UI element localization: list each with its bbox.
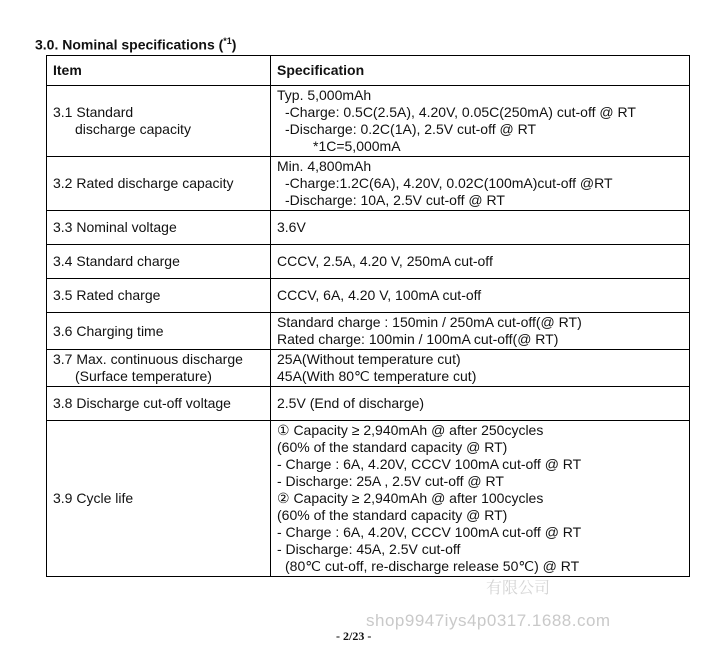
item-line: (Surface temperature) (75, 368, 212, 384)
table-header-row (47, 56, 690, 86)
item-line: discharge capacity (75, 121, 191, 137)
item-cell (47, 157, 271, 211)
section-heading-text: 3.0. Nominal specifications ( (35, 36, 224, 53)
table-row (47, 421, 690, 577)
item-cell: 3.4 Standard charge (47, 245, 271, 279)
spec-line: (80℃ cut-off, re-discharge release 50℃) @ RT (285, 558, 580, 574)
table-row (47, 211, 690, 245)
table-row (47, 313, 690, 350)
spec-line: 45A(With 80℃ temperature cut) (277, 368, 477, 384)
spec-cell (271, 421, 690, 577)
header-specification: Specification (271, 56, 690, 86)
table-row (47, 157, 690, 211)
spec-line: - Discharge: 25A , 2.5V cut-off @ RT (277, 473, 504, 489)
spec-line: Typ. 5,000mAh (277, 87, 372, 103)
spec-line: 25A(Without temperature cut) (277, 351, 461, 367)
item-cell (47, 86, 271, 157)
section-heading (35, 36, 236, 53)
spec-cell (271, 157, 690, 211)
item-cell: 3.5 Rated charge (47, 279, 271, 313)
item-line: 3.7 Max. continuous discharge (53, 351, 243, 367)
spec-line: Min. 4,800mAh (277, 158, 372, 174)
item-cell: 3.3 Nominal voltage (47, 211, 271, 245)
spec-line: -Discharge: 10A, 2.5V cut-off @ RT (285, 192, 505, 208)
spec-line: ① Capacity ≥ 2,940mAh @ after 250cycles (277, 422, 544, 438)
spec-cell: CCCV, 2.5A, 4.20 V, 250mA cut-off (271, 245, 690, 279)
spec-line: *1C=5,000mA (313, 138, 401, 154)
page-number: - 2/23 - (336, 629, 372, 643)
spec-line: Rated charge: 100min / 100mA cut-off(@ RT) (277, 331, 559, 347)
spec-cell: CCCV, 6A, 4.20 V, 100mA cut-off (271, 279, 690, 313)
footnote-marker: *1 (223, 36, 232, 46)
item-cell (47, 350, 271, 387)
item-cell: 3.8 Discharge cut-off voltage (47, 387, 271, 421)
section-heading-close: ) (231, 36, 237, 53)
spec-line: (60% of the standard capacity @ RT) (277, 439, 508, 455)
spec-line: ② Capacity ≥ 2,940mAh @ after 100cycles (277, 490, 544, 506)
shop-watermark: shop9947iys4p0317.1688.com (366, 611, 611, 630)
spec-line: (60% of the standard capacity @ RT) (277, 507, 508, 523)
table-row (47, 86, 690, 157)
company-watermark: 有限公司 (486, 580, 551, 597)
spec-line: -Discharge: 0.2C(1A), 2.5V cut-off @ RT (285, 121, 537, 137)
spec-line: - Charge : 6A, 4.20V, CCCV 100mA cut-off @ RT (277, 524, 582, 540)
spec-cell: 2.5V (End of discharge) (271, 387, 690, 421)
specifications-table (46, 55, 690, 577)
table-row (47, 279, 690, 313)
item-cell: 3.9 Cycle life (47, 421, 271, 577)
table-row (47, 245, 690, 279)
item-line: 3.1 Standard (53, 104, 134, 120)
spec-cell (271, 86, 690, 157)
table-row (47, 387, 690, 421)
header-item: Item (47, 56, 271, 86)
table-row (47, 350, 690, 387)
spec-line: Standard charge : 150min / 250mA cut-off(@ RT) (277, 314, 582, 330)
spec-line: -Charge: 0.5C(2.5A), 4.20V, 0.05C(250mA) cut-off @ RT (285, 104, 636, 120)
spec-cell: 3.6V (271, 211, 690, 245)
spec-line: -Charge:1.2C(6A), 4.20V, 0.02C(100mA)cut-off @RT (285, 175, 613, 191)
item-cell: 3.6 Charging time (47, 313, 271, 350)
spec-line: - Discharge: 45A, 2.5V cut-off (277, 541, 461, 557)
spec-cell (271, 313, 690, 350)
spec-cell (271, 350, 690, 387)
spec-line: - Charge : 6A, 4.20V, CCCV 100mA cut-off @ RT (277, 456, 582, 472)
item-line: 3.2 Rated discharge capacity (53, 175, 234, 191)
